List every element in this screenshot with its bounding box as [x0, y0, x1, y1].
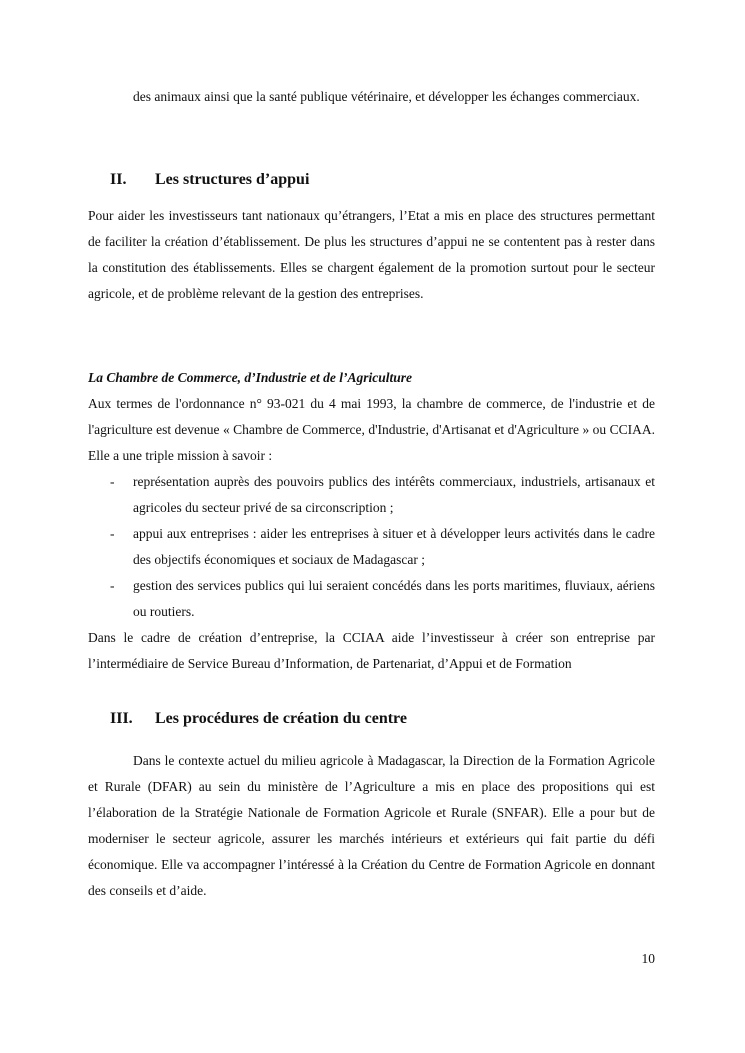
- cciaa-section: [88, 365, 655, 677]
- dash-marker: -: [110, 474, 115, 489]
- section-2-number: II.: [110, 171, 127, 188]
- section-2-title: Les structures d’appui: [155, 171, 310, 188]
- section-3-number: III.: [110, 710, 133, 727]
- section-3-paragraph: Dans le contexte actuel du milieu agricole à Madagascar, la Direction de la Formation Agricole et Rurale (DFAR) au sein du ministère de l’Agriculture a mis en place des propositions qui est l’élaboration de la Stratégie Nationale de Formation Agricole et Rurale (SNFAR). Elle a pour but de moderniser le secteur agricole, assurer les marchés intérieurs et extérieurs qui fait partie du défi économique. Elle va accompagner l’intéressé à la Création du Centre de Formation Agricole en donnant des conseils et d’aide.: [88, 753, 655, 898]
- section-2-body: [88, 203, 655, 307]
- list-item: [88, 521, 655, 573]
- dash-marker: -: [110, 526, 115, 541]
- list-item: [88, 469, 655, 521]
- continuation-paragraph: [133, 84, 655, 110]
- cciaa-missions-list: [88, 469, 655, 625]
- cciaa-subtitle: La Chambre de Commerce, d’Industrie et de l’Agriculture: [88, 370, 412, 385]
- section-2-paragraph: Pour aider les investisseurs tant nationaux qu’étrangers, l’Etat a mis en place des structures permettant de faciliter la création d’établissement. De plus les structures d’appui ne se contentent pas à rester dans la constitution des établissements. Elles se chargent également de la promotion surtout pour le secteur agricole, et de problème relevant de la gestion des entreprises.: [88, 208, 655, 301]
- mission-text: représentation auprès des pouvoirs publics des intérêts commerciaux, industriels, artisanaux et agricoles du secteur privé de sa circonscription ;: [133, 474, 655, 515]
- cciaa-closing: Dans le cadre de création d’entreprise, la CCIAA aide l’investisseur à créer son entreprise par l’intermédiaire de Service Bureau d’Information, de Partenariat, d’Appui et de Formation: [88, 630, 655, 671]
- section-3-title: Les procédures de création du centre: [155, 710, 407, 727]
- section-3-body: [88, 748, 655, 904]
- mission-text: appui aux entreprises : aider les entreprises à situer et à développer leurs activités dans le cadre des objectifs économiques et sociaux de Madagascar ;: [133, 526, 655, 567]
- list-item: [88, 573, 655, 625]
- cciaa-intro: Aux termes de l'ordonnance n° 93-021 du 4 mai 1993, la chambre de commerce, de l'industrie et de l'agriculture est devenue « Chambre de Commerce, d'Industrie, d'Artisanat et d'Agriculture » ou CCIAA. Elle a une triple mission à savoir :: [88, 396, 655, 463]
- page-number: 10: [641, 951, 655, 966]
- dash-marker: -: [110, 578, 115, 593]
- mission-text: gestion des services publics qui lui seraient concédés dans les ports maritimes, fluviaux, aériens ou routiers.: [133, 578, 655, 619]
- continuation-text: des animaux ainsi que la santé publique vétérinaire, et développer les échanges commerciaux.: [133, 89, 640, 104]
